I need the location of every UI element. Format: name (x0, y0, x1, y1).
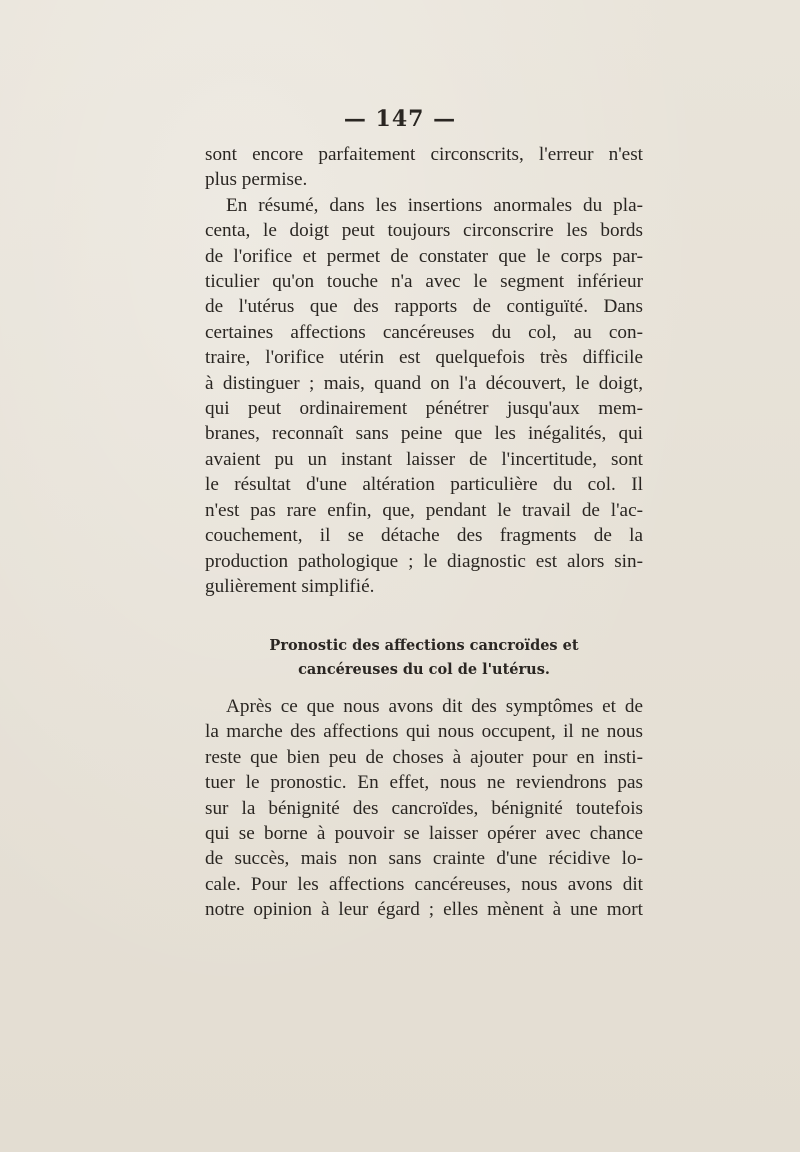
text-line: production pathologique ; le diagnostic est alors sin- (205, 550, 643, 572)
text-line: centa, le doigt peut toujours circonscrire les bords (205, 220, 643, 242)
text-line: sont encore parfaitement circonscrits, l'erreur n'est (205, 144, 643, 165)
body-text-bottom (205, 694, 643, 923)
text-line: de succès, mais non sans crainte d'une récidive lo- (205, 848, 643, 870)
text-line: la marche des affections qui nous occupent, il ne nous (205, 721, 643, 743)
text-line: tuer le pronostic. En effet, nous ne reviendrons pas (205, 772, 643, 794)
text-line: traire, l'orifice utérin est quelquefois très difficile (205, 347, 643, 369)
text-line: qui peut ordinairement pénétrer jusqu'aux mem- (205, 398, 643, 420)
text-line: sur la bénignité des cancroïdes, bénignité toutefois (205, 797, 643, 819)
text-line: ticulier qu'on touche n'a avec le segment inférieur (205, 271, 643, 293)
section-heading (205, 634, 643, 682)
page-number: — 147 — (343, 106, 457, 132)
text-line: couchement, il se détache des fragments de la (205, 525, 643, 547)
text-line: le résultat d'une altération particulière du col. Il (205, 474, 643, 496)
body-text-top (205, 142, 643, 599)
text-line: branes, reconnaît sans peine que les inégalités, qui (205, 423, 643, 445)
text-line: Après ce que nous avons dit des symptômes et de (226, 696, 643, 717)
text-line: reste que bien peu de choses à ajouter pour en insti- (205, 746, 643, 768)
text-line: En résumé, dans les insertions anormales du pla- (226, 194, 643, 216)
text-line: cale. Pour les affections cancéreuses, nous avons dit (205, 873, 643, 895)
text-line: gulièrement simplifié. (205, 575, 375, 597)
text-line: certaines affections cancéreuses du col, au con- (205, 321, 643, 343)
text-line: avaient pu un instant laisser de l'incertitude, sont (205, 448, 643, 470)
text-line: n'est pas rare enfin, que, pendant le travail de l'ac- (205, 499, 643, 521)
text-line: à distinguer ; mais, quand on l'a découvert, le doigt, (205, 372, 643, 394)
text-line: qui se borne à pouvoir se laisser opérer avec chance (205, 823, 643, 845)
text-line: plus permise. (205, 169, 308, 191)
heading-line: cancéreuses du col de l'utérus. (298, 661, 550, 678)
text-line: de l'orifice et permet de constater que le corps par- (205, 245, 643, 267)
text-line: notre opinion à leur égard ; elles mènent à une mort (205, 899, 643, 921)
heading-line: Pronostic des affections cancroïdes et (269, 637, 579, 654)
text-line: de l'utérus que des rapports de contiguïté. Dans (205, 296, 643, 318)
